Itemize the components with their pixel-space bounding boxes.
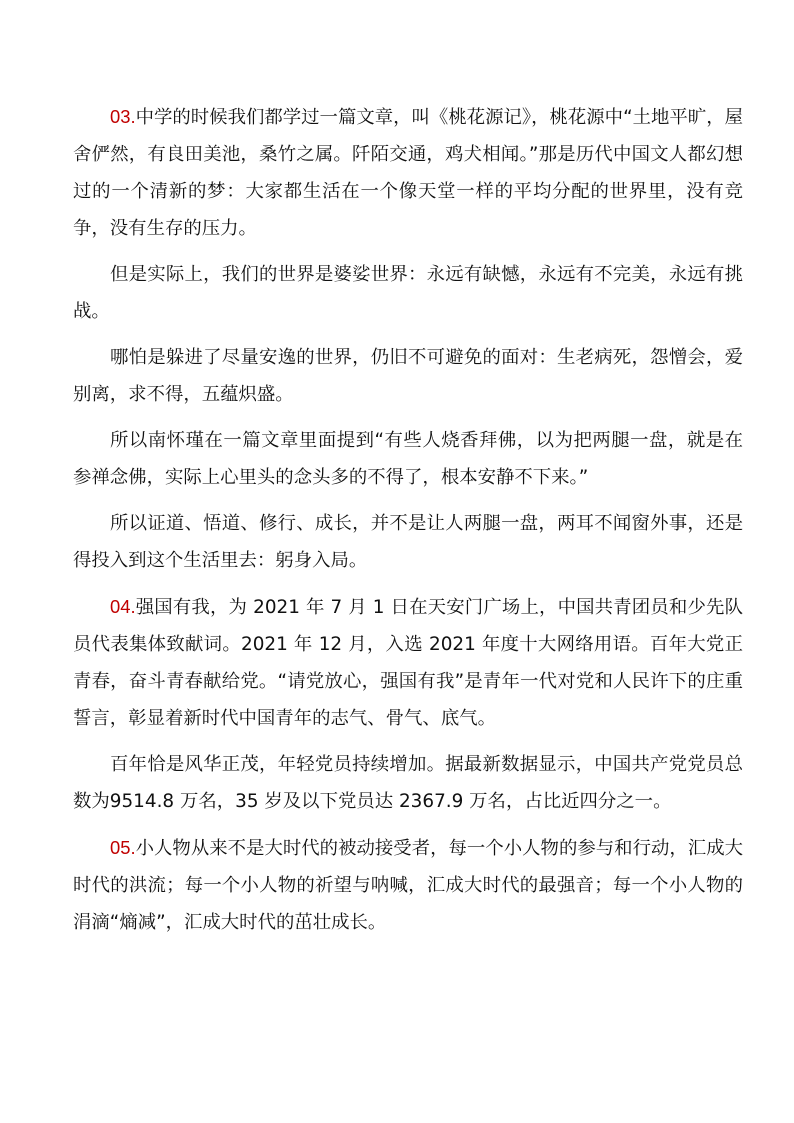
document-body <box>73 98 743 950</box>
paragraph-03-1 <box>73 98 743 247</box>
paragraph-text: 小人物从来不是大时代的被动接受者，每一个小人物的参与和行动，汇成大时代的洪流；每一个小人物的祈望与呐喊，汇成大时代的最强音；每一个小人物的涓滴“熵减”，汇成大时代的茁壮成长。 <box>73 838 743 933</box>
paragraph-text: 哪怕是躲进了尽量安逸的世界，仍旧不可避免的面对：生老病死，怨憎会，爱别离，求不得，五蕴炽盛。 <box>73 347 743 405</box>
paragraph-03-4 <box>73 422 743 496</box>
section-number-05: 05. <box>110 837 136 858</box>
paragraph-text: 强国有我，为 2021 年 7 月 1 日在天安门广场上，中国共青团员和少先队员代表集体致献词。2021 年 12 月，入选 2021 年度十大网络用语。百年大党正青春，奋斗青春献给党。“请党放心，强国有我”是青年一代对党和人民许下的庄重誓言，彰显着新时代中国青年的志气、骨气、底气。 <box>73 597 743 729</box>
paragraph-04-2 <box>73 746 743 820</box>
paragraph-text: 但是实际上，我们的世界是婆娑世界：永远有缺憾，永远有不完美，永远有挑战。 <box>73 264 743 322</box>
paragraph-text: 所以证道、悟道、修行、成长，并不是让人两腿一盘，两耳不闻窗外事，还是得投入到这个生活里去：躬身入局。 <box>73 513 743 571</box>
paragraph-03-3 <box>73 339 743 413</box>
paragraph-text: 百年恰是风华正茂，年轻党员持续增加。据最新数据显示，中国共产党党员总数为9514.8 万名，35 岁及以下党员达 2367.9 万名，占比近四分之一。 <box>73 754 743 812</box>
paragraph-05-1 <box>73 829 743 941</box>
paragraph-03-2 <box>73 256 743 330</box>
section-number-03: 03. <box>110 106 136 127</box>
paragraph-text: 中学的时候我们都学过一篇文章，叫《桃花源记》，桃花源中“土地平旷，屋舍俨然，有良田美池，桑竹之属。阡陌交通，鸡犬相闻。”那是历代中国文人都幻想过的一个清新的梦：大家都生活在一个像天堂一样的平均分配的世界里，没有竞争，没有生存的压力。 <box>73 107 743 239</box>
section-number-04: 04. <box>110 596 136 617</box>
paragraph-03-5 <box>73 505 743 579</box>
paragraph-04-1 <box>73 588 743 737</box>
paragraph-text: 所以南怀瑾在一篇文章里面提到“有些人烧香拜佛，以为把两腿一盘，就是在参禅念佛，实际上心里头的念头多的不得了，根本安静不下来。” <box>73 430 743 488</box>
